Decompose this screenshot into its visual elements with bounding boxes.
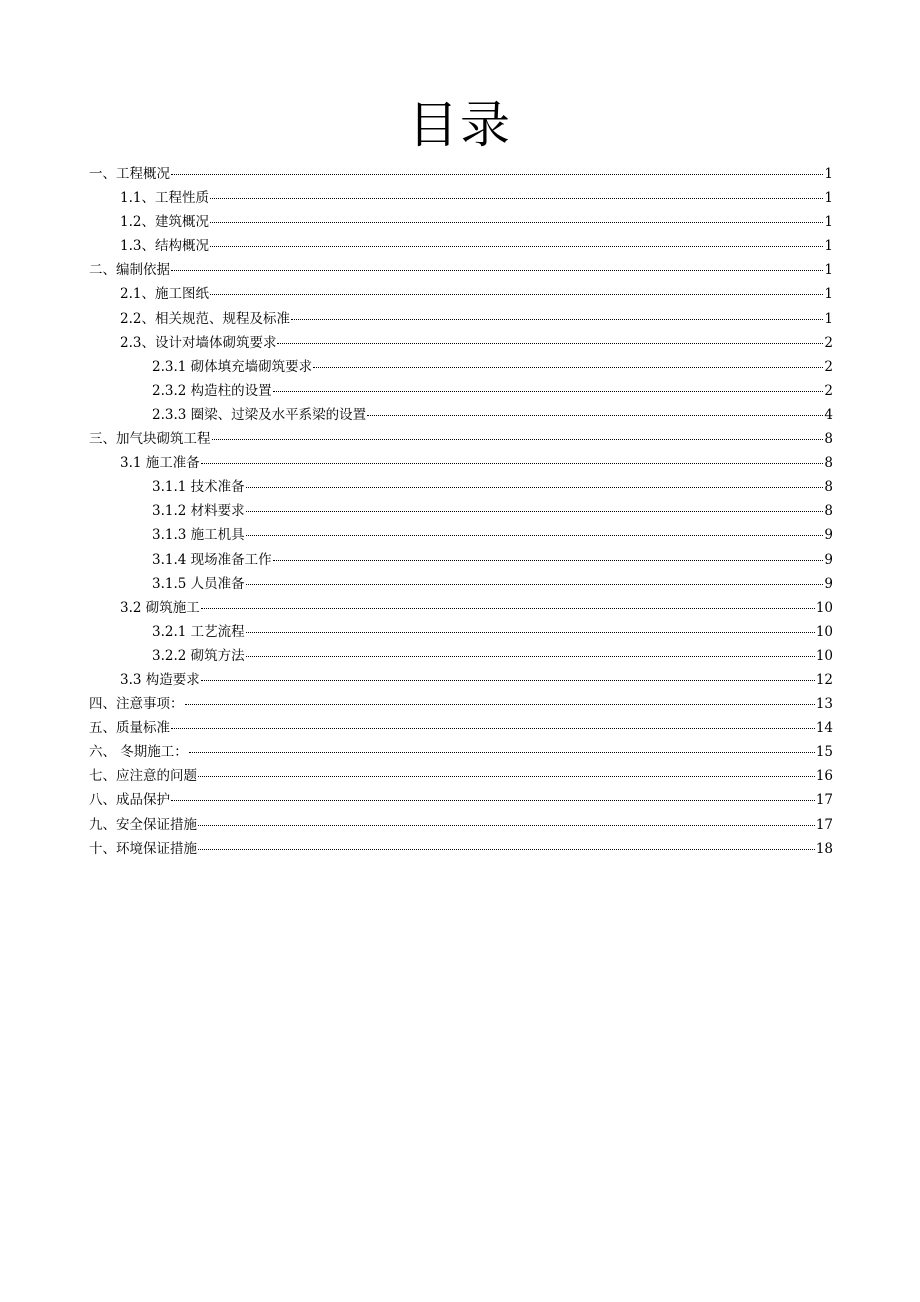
toc-dot-leader: [246, 487, 824, 488]
toc-entry-label: 3.1 施工准备: [120, 455, 200, 472]
toc-dot-leader: [210, 222, 823, 223]
toc-dot-leader: [246, 511, 824, 512]
toc-dot-leader: [201, 608, 815, 609]
toc-page-number: 10: [815, 647, 833, 664]
toc-page-number: 8: [824, 479, 833, 496]
toc-entry-label: 二、编制依据: [89, 262, 170, 279]
toc-entry-label: 四、注意事项：: [89, 696, 184, 713]
toc-entry[interactable]: [89, 837, 833, 861]
toc-entry-label: 2.3.2 构造柱的设置: [152, 382, 272, 399]
toc-dot-leader: [198, 825, 815, 826]
toc-entry-label: 3.2.2 砌筑方法: [152, 647, 245, 664]
toc-dot-leader: [291, 319, 823, 320]
toc-dot-leader: [171, 800, 815, 801]
toc-dot-leader: [212, 439, 824, 440]
toc-dot-leader: [246, 535, 824, 536]
toc-entry[interactable]: [89, 644, 833, 668]
toc-entry-label: 2.3.3 圈梁、过梁及水平系梁的设置: [152, 406, 367, 423]
toc-entry[interactable]: [89, 668, 833, 692]
toc-page-number: 1: [824, 310, 833, 327]
toc-entry-label: 3.1.5 人员准备: [152, 575, 245, 592]
toc-page-number: 2: [824, 358, 833, 375]
toc-dot-leader: [189, 752, 815, 753]
toc-entry-label: 六、 冬期施工：: [89, 744, 188, 761]
toc-page-number: 9: [824, 551, 833, 568]
toc-entry[interactable]: [89, 692, 833, 716]
toc-entry-label: 三、加气块砌筑工程: [89, 431, 211, 448]
toc-entry-label: 八、成品保护: [89, 792, 170, 809]
toc-entry-label: 3.1.4 现场准备工作: [152, 551, 272, 568]
toc-entry[interactable]: [89, 572, 833, 596]
toc-entry[interactable]: [89, 379, 833, 403]
toc-dot-leader: [246, 632, 815, 633]
toc-dot-leader: [246, 656, 815, 657]
toc-dot-leader: [201, 680, 815, 681]
toc-page-number: 8: [824, 455, 833, 472]
toc-dot-leader: [210, 294, 823, 295]
toc-page-number: 2: [824, 334, 833, 351]
toc-entry[interactable]: [89, 403, 833, 427]
toc-entry[interactable]: [89, 451, 833, 475]
toc-entry[interactable]: [89, 258, 833, 282]
toc-page-number: 16: [815, 768, 833, 785]
toc-entry[interactable]: [89, 596, 833, 620]
toc-entry-label: 3.3 构造要求: [120, 671, 200, 688]
toc-entry[interactable]: [89, 210, 833, 234]
toc-entry[interactable]: [89, 548, 833, 572]
toc-dot-leader: [198, 776, 815, 777]
toc-page-number: 1: [824, 166, 833, 182]
toc-entry-label: 3.2.1 工艺流程: [152, 623, 245, 640]
toc-page-number: 8: [824, 431, 833, 448]
toc-page-number: 9: [824, 575, 833, 592]
toc-entry-label: 七、应注意的问题: [89, 768, 197, 785]
toc-entry[interactable]: [89, 620, 833, 644]
toc-page-number: 1: [824, 262, 833, 279]
toc-dot-leader: [171, 728, 815, 729]
toc-entry-label: 2.3、设计对墙体砌筑要求: [120, 334, 277, 351]
toc-page-number: 18: [815, 840, 833, 857]
toc-entry[interactable]: [89, 186, 833, 210]
toc-dot-leader: [313, 367, 823, 368]
toc-entry-label: 3.1.1 技术准备: [152, 479, 245, 496]
toc-entry[interactable]: [89, 234, 833, 258]
toc-dot-leader: [171, 174, 823, 175]
toc-dot-leader: [210, 198, 823, 199]
toc-entry[interactable]: [89, 307, 833, 331]
toc-entry-label: 十、环境保证措施: [89, 840, 197, 857]
toc-page-number: 1: [824, 190, 833, 207]
toc-entry[interactable]: [89, 331, 833, 355]
toc-page-number: 10: [815, 623, 833, 640]
toc-page-number: 17: [815, 816, 833, 833]
toc-dot-leader: [367, 415, 823, 416]
toc-entry-label: 1.2、建筑概况: [120, 214, 209, 231]
toc-entry-label: 3.1.2 材料要求: [152, 503, 245, 520]
toc-page-number: 2: [824, 382, 833, 399]
toc-dot-leader: [210, 246, 823, 247]
toc-page-number: 15: [815, 744, 833, 761]
toc-dot-leader: [273, 391, 824, 392]
toc-entry-label: 2.3.1 砌体填充墙砌筑要求: [152, 358, 313, 375]
toc-dot-leader: [246, 584, 824, 585]
toc-entry[interactable]: [89, 764, 833, 788]
toc-list: [89, 162, 833, 861]
toc-entry[interactable]: [89, 475, 833, 499]
toc-entry[interactable]: [89, 788, 833, 812]
toc-page-number: 12: [815, 671, 833, 688]
toc-entry[interactable]: [89, 813, 833, 837]
toc-entry[interactable]: [89, 282, 833, 306]
toc-page-number: 17: [815, 792, 833, 809]
toc-page-number: 4: [824, 406, 833, 423]
toc-entry[interactable]: [89, 162, 833, 186]
toc-entry[interactable]: [89, 523, 833, 547]
toc-entry[interactable]: [89, 740, 833, 764]
toc-entry[interactable]: [89, 499, 833, 523]
toc-entry-label: 2.2、相关规范、规程及标准: [120, 310, 290, 327]
toc-page-number: 1: [824, 286, 833, 303]
toc-dot-leader: [273, 560, 824, 561]
toc-entry-label: 九、安全保证措施: [89, 816, 197, 833]
toc-entry-label: 一、工程概况: [89, 166, 170, 182]
toc-entry[interactable]: [89, 427, 833, 451]
toc-dot-leader: [277, 343, 823, 344]
toc-page-number: 9: [824, 527, 833, 544]
toc-page-number: 10: [815, 599, 833, 616]
toc-dot-leader: [185, 704, 815, 705]
toc-dot-leader: [171, 270, 823, 271]
toc-page-number: 13: [815, 696, 833, 713]
toc-dot-leader: [201, 463, 824, 464]
toc-entry-label: 3.1.3 施工机具: [152, 527, 245, 544]
toc-entry-label: 五、质量标准: [89, 720, 170, 737]
toc-entry-label: 2.1、施工图纸: [120, 286, 209, 303]
toc-entry-label: 3.2 砌筑施工: [120, 599, 200, 616]
toc-dot-leader: [198, 849, 815, 850]
toc-page-number: 1: [824, 214, 833, 231]
toc-entry-label: 1.3、结构概况: [120, 238, 209, 255]
toc-entry-label: 1.1、工程性质: [120, 190, 209, 207]
toc-entry[interactable]: [89, 355, 833, 379]
toc-entry[interactable]: [89, 716, 833, 740]
toc-page-number: 1: [824, 238, 833, 255]
toc-title: 目录: [408, 96, 512, 154]
toc-page-number: 14: [815, 720, 833, 737]
toc-page-number: 8: [824, 503, 833, 520]
